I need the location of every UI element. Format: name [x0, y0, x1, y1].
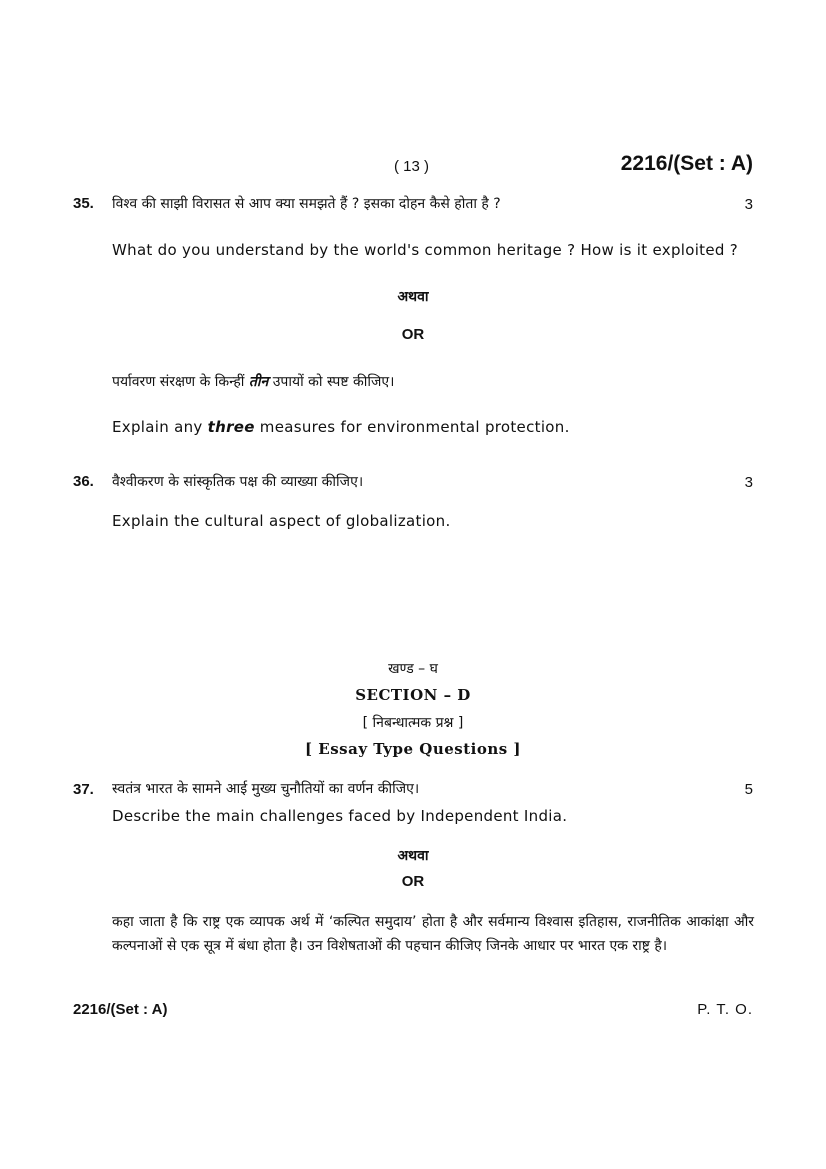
question-35-alt-hindi: पर्यावरण संरक्षण के किन्हीं तीन उपायों को स्पष्ट कीजिए। [112, 374, 395, 390]
pto-label: P. T. O. [697, 1001, 753, 1018]
question-36-english: Explain the cultural aspect of globalization. [112, 512, 451, 530]
emphasis-three: three [207, 418, 255, 436]
question-36-hindi: वैश्वीकरण के सांस्कृतिक पक्ष की व्याख्या कीजिए। [112, 474, 364, 490]
or-hindi-37: अथवा [397, 848, 429, 864]
section-hindi-title: खण्ड – घ [388, 661, 438, 677]
question-36-number: 36. [73, 473, 94, 490]
section-hindi-subtitle: [ निबन्धात्मक प्रश्न ] [362, 715, 464, 731]
section-english-title: SECTION – D [355, 686, 471, 704]
set-code-footer: 2216/(Set : A) [73, 1001, 168, 1018]
page-number: ( 13 ) [394, 158, 430, 175]
emphasis-teen: तीन [248, 374, 269, 390]
question-37-alt-hindi: कहा जाता है कि राष्ट्र एक व्यापक अर्थ में ‘कल्पित समुदाय’ होता है और सर्वमान्य विश्वास इतिहास, राजनीतिक आकांक्षा और कल्पनाओं से एक सूत्र में बंधा होता है। उन विशेषताओं की पहचान कीजिए जिनके आधार पर भारत एक राष्ट्र है। [112, 914, 754, 954]
question-37-marks: 5 [744, 781, 753, 798]
or-hindi-35: अथवा [397, 289, 429, 305]
section-english-subtitle: [ Essay Type Questions ] [304, 740, 522, 758]
question-36-marks: 3 [744, 474, 753, 491]
or-english-35: OR [401, 326, 425, 343]
question-35-english: What do you understand by the world's common heritage ? How is it exploited ? [112, 241, 739, 259]
question-35-marks: 3 [744, 196, 753, 213]
question-37-english: Describe the main challenges faced by Independent India. [112, 807, 568, 825]
question-35-number: 35. [73, 195, 94, 212]
question-35-hindi: विश्व की साझी विरासत से आप क्या समझते हैं ? इसका दोहन कैसे होता है ? [112, 196, 501, 212]
question-37-hindi: स्वतंत्र भारत के सामने आई मुख्य चुनौतियों का वर्णन कीजिए। [112, 781, 420, 797]
question-35-alt-english: Explain any three measures for environmental protection. [112, 418, 570, 436]
question-37-number: 37. [73, 781, 94, 798]
or-english-37: OR [401, 873, 425, 890]
set-code-header: 2216/(Set : A) [620, 152, 753, 175]
